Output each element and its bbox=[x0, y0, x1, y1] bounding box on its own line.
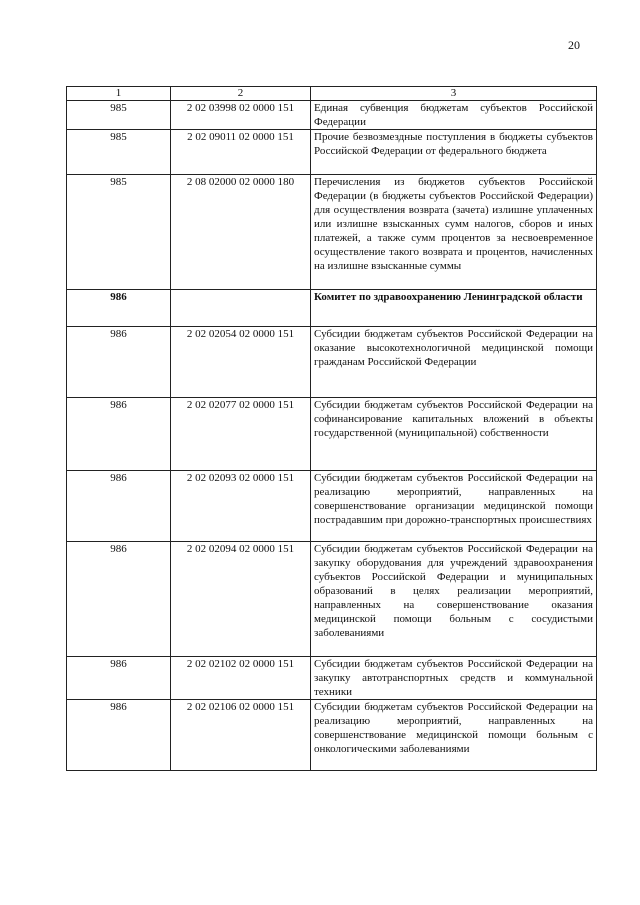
revenue-name-cell: Субсидии бюджетам субъектов Российской Федерации на реализацию мероприятий, направленных на совершенствование организации медицинской помощи пострадавшим при дорожно-транспортных происшествиях bbox=[311, 471, 597, 542]
revenue-name-cell: Субсидии бюджетам субъектов Российской Федерации на реализацию мероприятий, направленных на совершенствование медицинской помощи больным с онкологическими заболеваниями bbox=[311, 700, 597, 771]
administrator-name-cell: Комитет по здравоохранению Ленинградской области bbox=[311, 290, 597, 327]
section-header-row bbox=[67, 290, 597, 327]
admin-code-cell: 985 bbox=[67, 175, 171, 290]
table-row bbox=[67, 130, 597, 175]
admin-code-cell: 985 bbox=[67, 101, 171, 130]
revenue-code-cell: 2 02 02093 02 0000 151 bbox=[171, 471, 311, 542]
revenue-name-cell: Единая субвенция бюджетам субъектов Российской Федерации bbox=[311, 101, 597, 130]
column-header-2: 2 bbox=[171, 87, 311, 101]
revenue-code-cell: 2 02 02054 02 0000 151 bbox=[171, 327, 311, 398]
revenue-name-cell: Прочие безвозмездные поступления в бюджеты субъектов Российской Федерации от федерального бюджета bbox=[311, 130, 597, 175]
admin-code-cell: 986 bbox=[67, 471, 171, 542]
budget-codes-table bbox=[66, 86, 597, 771]
admin-code-cell: 986 bbox=[67, 290, 171, 327]
table-row bbox=[67, 175, 597, 290]
revenue-code-cell: 2 02 02094 02 0000 151 bbox=[171, 542, 311, 657]
page-number: 20 bbox=[568, 38, 580, 52]
table-row bbox=[67, 327, 597, 398]
revenue-code-cell: 2 02 02106 02 0000 151 bbox=[171, 700, 311, 771]
admin-code-cell: 986 bbox=[67, 398, 171, 471]
revenue-code-cell: 2 02 09011 02 0000 151 bbox=[171, 130, 311, 175]
table-row bbox=[67, 542, 597, 657]
column-header-1: 1 bbox=[67, 87, 171, 101]
column-header-3: 3 bbox=[311, 87, 597, 101]
admin-code-cell: 986 bbox=[67, 542, 171, 657]
revenue-name-cell: Субсидии бюджетам субъектов Российской Федерации на закупку автотранспортных средств и коммунальной техники bbox=[311, 657, 597, 700]
table-row bbox=[67, 700, 597, 771]
revenue-code-cell: 2 02 03998 02 0000 151 bbox=[171, 101, 311, 130]
revenue-name-cell: Перечисления из бюджетов субъектов Российской Федерации (в бюджеты субъектов Российской Федерации) для осуществления возврата (зачета) излишне уплаченных или излишне взысканных сумм налогов, сборов и иных платежей, а также сумм процентов за несвоевременное осуществление такого возврата и процентов, начисленных на излишне взысканные суммы bbox=[311, 175, 597, 290]
table-row bbox=[67, 471, 597, 542]
revenue-code-cell bbox=[171, 290, 311, 327]
table-row bbox=[67, 657, 597, 700]
revenue-name-cell: Субсидии бюджетам субъектов Российской Федерации на закупку оборудования для учреждений здравоохранения субъектов Российской Федерации и муниципальных образований в целях реализации мероприятий, направленных на совершенствование оказания медицинской помощи больным с сосудистыми заболеваниями bbox=[311, 542, 597, 657]
revenue-code-cell: 2 02 02077 02 0000 151 bbox=[171, 398, 311, 471]
admin-code-cell: 986 bbox=[67, 657, 171, 700]
table-row bbox=[67, 398, 597, 471]
table-header-row bbox=[67, 87, 597, 101]
admin-code-cell: 985 bbox=[67, 130, 171, 175]
admin-code-cell: 986 bbox=[67, 327, 171, 398]
admin-code-cell: 986 bbox=[67, 700, 171, 771]
table-row bbox=[67, 101, 597, 130]
revenue-code-cell: 2 02 02102 02 0000 151 bbox=[171, 657, 311, 700]
revenue-name-cell: Субсидии бюджетам субъектов Российской Федерации на софинансирование капитальных вложений в объекты государственной (муниципальной) собственности bbox=[311, 398, 597, 471]
revenue-code-cell: 2 08 02000 02 0000 180 bbox=[171, 175, 311, 290]
revenue-name-cell: Субсидии бюджетам субъектов Российской Федерации на оказание высокотехнологичной медицинской помощи гражданам Российской Федерации bbox=[311, 327, 597, 398]
